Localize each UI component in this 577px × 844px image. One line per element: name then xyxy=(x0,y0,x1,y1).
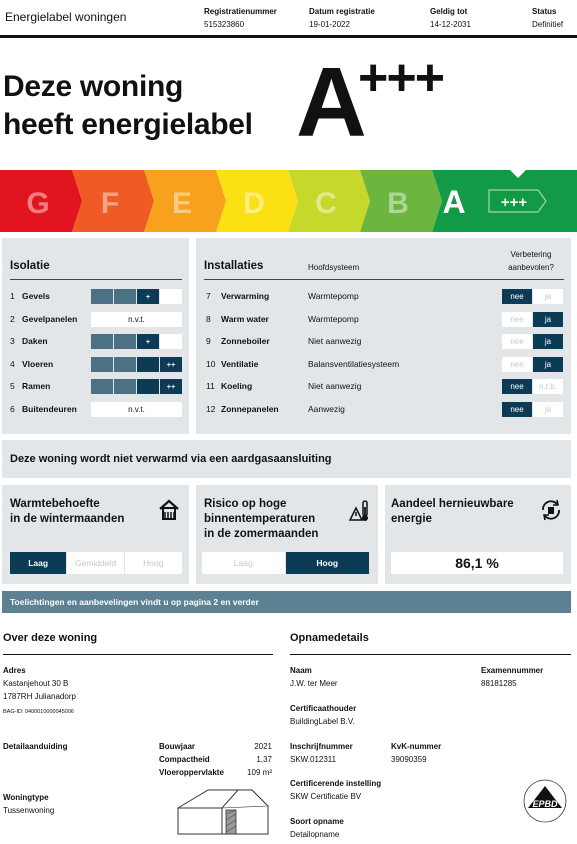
isolatie-row-number: 1 xyxy=(10,291,15,301)
installatie-row-number: 11 xyxy=(206,381,215,391)
installatie-row-number: 7 xyxy=(206,291,211,301)
hero-heading: Deze woning heeft energielabel xyxy=(3,70,253,141)
renewable-icon xyxy=(539,498,563,522)
advice-option-nee: nee xyxy=(502,357,532,372)
adres: Adres Kastanjehout 30 B 1787RH Julianadorp xyxy=(3,666,76,701)
isolatie-row-number: 6 xyxy=(10,403,15,414)
scale-letter-g: G xyxy=(26,187,50,220)
gas-panel xyxy=(2,440,571,478)
isolatie-row-nvt: n.v.t. xyxy=(91,312,182,327)
scale-letter-f: F xyxy=(100,187,120,220)
isolatie-row-number: 4 xyxy=(10,358,15,369)
isolatie-row-label: Vloeren xyxy=(22,358,54,369)
isolatie-row-label: Gevels xyxy=(22,291,50,301)
installatie-row-label: Warm water xyxy=(221,313,269,324)
terraced-house-icon xyxy=(172,786,272,838)
installatie-row-system: Balansventilatiesysteem xyxy=(308,358,400,369)
naam: Naam J.W. ter Meer xyxy=(290,666,338,688)
hernieuwbaar-value: 86,1 % xyxy=(391,552,563,574)
scale-letter-e: E xyxy=(171,187,193,220)
installatie-row-label: Ventilatie xyxy=(221,358,259,369)
verbetering-header: Verbetering aanbevolen? xyxy=(508,250,554,272)
isolatie-row-label: Ramen xyxy=(22,381,51,391)
epbd-logo-text: EPBD xyxy=(532,799,558,809)
advice-option-ja: ja xyxy=(533,357,563,372)
epbd-logo xyxy=(522,778,568,824)
installatie-row-label: Verwarming xyxy=(221,291,270,301)
woning-kenmerken-values: 2021 1,37 109 m² xyxy=(247,742,272,777)
isolatie-row-label: Buitendeuren xyxy=(22,403,77,414)
soort-opname: Soort opname Detailopname xyxy=(290,817,344,839)
scale-letter-d: D xyxy=(243,187,265,220)
warmte-option: Laag xyxy=(10,552,66,574)
examennummer: Examennummer 88181285 xyxy=(481,666,544,688)
isolatie-bar-segment xyxy=(91,334,113,349)
isolatie-row-number: 3 xyxy=(10,336,15,346)
risico-option: Hoog xyxy=(286,552,370,574)
kvk-nummer: KvK-nummer 39090359 xyxy=(391,742,442,764)
warmte-option: Hoog xyxy=(125,552,182,574)
opname-title: Opnamedetails xyxy=(290,632,369,644)
warmte-title: Warmtebehoefte in de wintermaanden xyxy=(10,498,125,525)
installatie-row-number: 9 xyxy=(206,336,211,346)
thermometer-icon xyxy=(349,499,371,523)
isolatie-bar-segment xyxy=(137,379,159,394)
woning-title: Over deze woning xyxy=(3,632,98,644)
installaties-title: Installaties xyxy=(204,260,264,272)
certificaathouder: Certificaathouder BuildingLabel B.V. xyxy=(290,704,357,726)
risico-panel xyxy=(196,485,378,584)
document-title: Energielabel woningen xyxy=(5,10,127,24)
isolatie-row-number: 2 xyxy=(10,313,15,324)
advice-option-ja: n.t.b. xyxy=(533,379,563,394)
status: Status Definitief xyxy=(532,7,564,29)
installatie-row-number: 12 xyxy=(206,403,216,414)
active-plus-text: +++ xyxy=(500,194,528,211)
registration-date: Datum registratie 19-01-2022 xyxy=(309,7,375,29)
detailaanduiding-label: Detailaanduiding xyxy=(3,742,68,751)
installatie-row-system: Warmtepomp xyxy=(308,313,359,324)
isolatie-level-text: + xyxy=(145,292,151,301)
advice-option-ja: ja xyxy=(533,334,563,349)
isolatie-bar-segment xyxy=(91,357,113,372)
advice-option-nee: nee xyxy=(502,379,532,394)
risico-title: Risico op hoge binnentemperaturen in de zomermaanden xyxy=(204,498,319,540)
warmte-option: Gemiddeld xyxy=(67,552,123,574)
isolatie-row-nvt: n.v.t. xyxy=(91,402,182,417)
woning-kenmerken: Bouwjaar Compactheid Vloeroppervlakte xyxy=(159,742,224,777)
hernieuwbaar-title: Aandeel hernieuwbare energie xyxy=(391,498,514,525)
installatie-row-system: Niet aanwezig xyxy=(308,381,362,391)
isolatie-title: Isolatie xyxy=(10,260,50,272)
isolatie-bar-segment xyxy=(114,357,136,372)
isolatie-bar-segment xyxy=(114,379,136,394)
house-icon xyxy=(158,499,180,521)
isolatie-bar-segment xyxy=(137,357,159,372)
installatie-row-label: Zonneboiler xyxy=(221,336,270,346)
isolatie-level-text: + xyxy=(145,337,151,346)
isolatie-bar-segment xyxy=(91,379,113,394)
gas-text: Deze woning wordt niet verwarmd via een aardgasaansluiting xyxy=(10,453,332,465)
advice-option-nee: nee xyxy=(502,289,532,304)
toelichting-banner: Toelichtingen en aanbevelingen vindt u op pagina 2 en verder xyxy=(2,591,571,613)
installaties-panel xyxy=(196,238,571,434)
scale-letter-a: A xyxy=(442,184,466,220)
registration-number: Registratienummer 515323860 xyxy=(204,7,277,29)
isolatie-level-text: ++ xyxy=(166,359,176,369)
inschrijfnummer: Inschrijfnummer SKW.012311 xyxy=(290,742,353,764)
scale-letter-c: C xyxy=(315,187,337,220)
isolatie-panel xyxy=(2,238,189,434)
advice-option-ja: ja xyxy=(533,312,563,327)
advice-option-nee: nee xyxy=(502,312,532,327)
advice-option-nee: nee xyxy=(502,402,532,417)
warmte-panel xyxy=(2,485,189,584)
installatie-row-number: 8 xyxy=(206,313,211,324)
installatie-row-label: Zonnepanelen xyxy=(221,403,279,414)
document-header xyxy=(0,0,577,38)
isolatie-row-number: 5 xyxy=(10,381,15,391)
isolatie-bar-segment xyxy=(114,289,136,304)
installatie-row-system: Aanwezig xyxy=(308,403,345,414)
energy-label-scale xyxy=(0,170,577,232)
installatie-row-system: Niet aanwezig xyxy=(308,336,362,346)
isolatie-row-label: Daken xyxy=(22,336,48,346)
installatie-row-label: Koeling xyxy=(221,381,253,391)
valid-until: Geldig tot 14-12-2031 xyxy=(430,7,471,29)
advice-option-nee: nee xyxy=(502,334,532,349)
risico-option: Laag xyxy=(202,552,285,574)
isolatie-bar-segment xyxy=(160,334,182,349)
advice-option-ja: ja xyxy=(533,402,563,417)
installatie-row-system: Warmtepomp xyxy=(308,291,359,301)
bag-id: BAG-ID: 0400010000045006 xyxy=(3,709,74,715)
hoofdsysteem-header: Hoofdsysteem xyxy=(308,263,360,272)
hernieuwbaar-panel xyxy=(385,485,571,584)
isolatie-bar-segment xyxy=(160,289,182,304)
isolatie-bar-segment xyxy=(91,289,113,304)
certificerende-instelling: Certificerende instelling SKW Certificatie BV xyxy=(290,779,382,801)
isolatie-bar-segment xyxy=(114,334,136,349)
scale-letter-b: B xyxy=(387,187,409,220)
installatie-row-number: 10 xyxy=(206,358,216,369)
woningtype: Woningtype Tussenwoning xyxy=(3,793,55,815)
advice-option-ja: ja xyxy=(533,289,563,304)
isolatie-level-text: ++ xyxy=(166,382,176,391)
hero-energy-label: A +++ xyxy=(296,47,444,157)
isolatie-row-label: Gevelpanelen xyxy=(22,313,78,324)
